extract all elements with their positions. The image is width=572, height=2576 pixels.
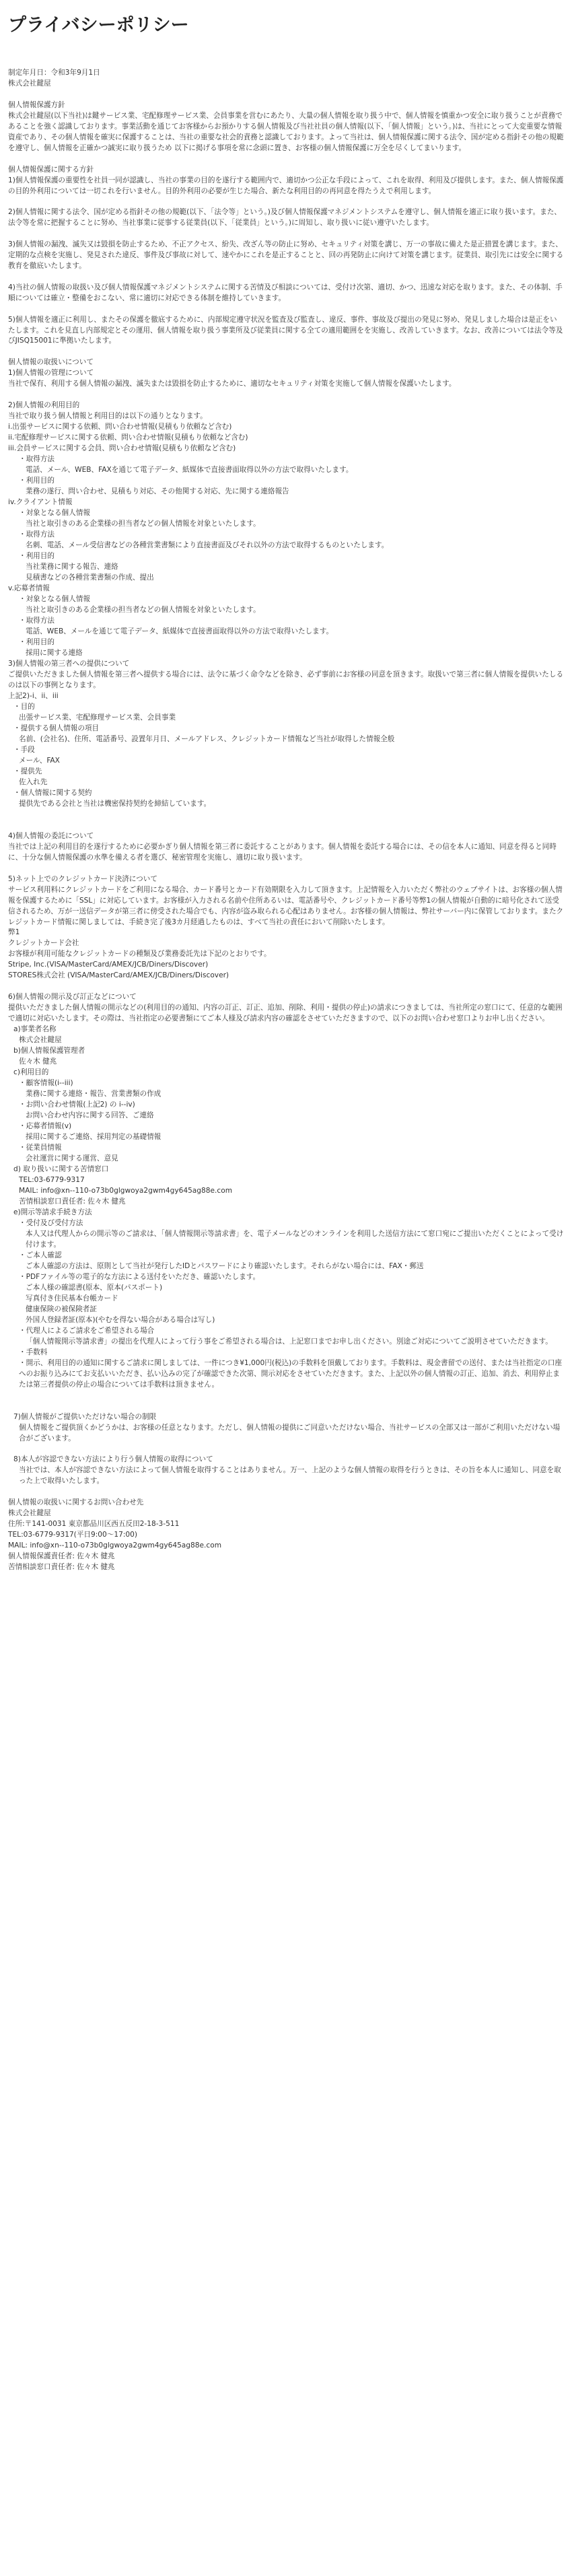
section-spacer	[8, 229, 564, 240]
section-text-line: 採用に関する連絡	[26, 649, 83, 658]
section-text-line: 業務の遂行、問い合わせ、見積もり対応、その他関する対応、先に関する連絡報告	[26, 487, 289, 496]
section-heading-line: 4)個人情報の委託について	[8, 832, 94, 841]
section-text-line: 上記2)-i、ii、iii	[8, 692, 59, 701]
section-text-line: ・代理人によるご請求をご希望される場合	[19, 1327, 155, 1335]
section-text-line: 株式会社鍵屋(以下当社)は鍵サービス業、宅配修理サービス業、会員事業を営むにあたり、大量の個人情報を取り扱う中で、個人情報を慎重かつ安全に取り扱うことが責務であることを強く認識しております。事業活動を通じてお客様からお預かりする個人情報及び当社社員の個人情報(以下、「個人情報」という。)は、当社にとって大変重要な情報資産であり、その個人情報を確実に保護することは、当社の重要な社会的責務と認識しております。よって当社は、個人情報保護に関する法令、国が定める指針その他の規範を遵守し、個人情報を正確かつ誠実に取り扱うため 以下に掲げる事項を常に念頭に置き、お客様の個人情報保護に万全を尽くしてまいります。	[8, 112, 564, 152]
section-text-line: 提供いただきました個人情報の開示などの(利用目的の通知、内容の訂正、訂正、追加、削除、利用・提供の停止)の請求につきましては、当社所定の窓口にて、任意的な範囲で適切に対応いたします。その際は、当社指定の必要書類にてご本人様及び請求内容の確認をさせていただきますので、以下のお問い合わせ窓口よりお申し出ください。	[8, 1004, 563, 1023]
section-heading-line: 6)個人情報の開示及び訂正などについて	[8, 993, 137, 1002]
section-text-line: 提供先である会社と当社は機密保持契約を締結しています。	[19, 800, 211, 808]
section-text-line: ・開示、利用目的の通知に関するご請求に関しましては、一件につき¥1,000円(税込)の手数料を頂戴しております。手数料は、現金書留での送付、または当社指定の口座へのお振り込みにてお支払いいただき、払い込みの完了が確認できた次第、開示対応をさせていただきます。また、上記以外の個人情報の訂正、追加、消去、利用停止または第三者提供の停止の場合については手数料は頂きません。	[19, 1359, 563, 1389]
section-text-line: ・提供する個人情報の項目	[13, 724, 100, 733]
section-heading-line: 4)当社の個人情報の取扱い及び個人情報保護マネジメントシステムに関する苦情及び相談については、受付け次第、適切、かつ、迅速な対応を取ります。また、その体制、手順については確立・整備をおこない、常に適切に対応できる体制を維持していきます。	[8, 283, 563, 302]
policy-section	[8, 283, 564, 304]
section-text-line: 佐々木 健兆	[19, 1057, 57, 1066]
policy-section	[8, 357, 564, 390]
section-text-line: 当社と取引きのある企業様の担当者などの個人情報を対象といたします。	[26, 606, 260, 615]
section-text-line: ・顧客情報(i--iii)	[19, 1079, 73, 1088]
section-text-line: iv.クライアント情報	[8, 498, 73, 507]
section-text-line: ご提供いただきました個人情報を第三者へ提供する場合には、法令に基づく命令などを除き、必ず事前にお客様の同意を頂きます。取扱いで第三者に個人情報を提供いたしるのは以下の事例となります。	[8, 670, 564, 690]
section-text-line: 会社運営に関する運営、意見	[26, 1154, 118, 1163]
section-text-line: 株式会社鍵屋	[8, 1509, 51, 1518]
section-text-line: d) 取り扱いに関する苦情窓口	[13, 1165, 109, 1174]
section-text-line: ・利用目的	[19, 477, 55, 485]
section-text-line: 当社で保有、利用する個人情報の漏洩、滅失または毀損を防止するために、適切なセキュリティ対策を実施して個人情報を保護いたします。	[8, 380, 456, 388]
section-spacer	[8, 90, 564, 100]
section-text-line: 弊1	[8, 928, 20, 937]
section-text-line: クレジットカード会社	[8, 939, 79, 948]
section-text-line: ・対象となる個人情報	[19, 509, 90, 518]
section-heading-line: 7)個人情報がご提供いただけない場合の制限	[13, 1412, 157, 1421]
section-spacer	[8, 1391, 564, 1412]
section-text-line: 1)個人情報の管理について	[8, 369, 94, 378]
section-text-line: 株式会社鍵屋	[19, 1036, 62, 1045]
section-heading-line: 個人情報保護方針	[8, 101, 65, 110]
page-title: プライバシーポリシー	[8, 15, 189, 36]
section-heading-line: 2)個人情報の利用目的	[8, 401, 80, 410]
section-text-line: e)開示等請求手続き方法	[13, 1208, 92, 1217]
section-text-line: 個人情報をご提供頂くかどうかは、お客様の任意となります。ただし、個人情報の提供にご同意いただけない場合、当社サービスの全部又は一部がご利用いただけない場合がございます。	[19, 1423, 561, 1442]
policy-section	[8, 992, 564, 1390]
section-spacer	[8, 390, 564, 401]
section-text-line: 当社と取引きのある企業様の担当者などの個人情報を対象といたします。	[26, 520, 260, 528]
section-text-line: 当社で取り扱う個人情報と利用目的は以下の通りとなります。	[8, 412, 207, 421]
policy-section	[8, 1412, 564, 1444]
section-text-line: お客様が利用可能なクレジットカードの種類及び業務委託先は下記のとおりです。	[8, 950, 271, 959]
section-heading-line: 個人情報の取扱いに関するお問い合わせ先	[8, 1498, 144, 1507]
section-text-line: ・対象となる個人情報	[19, 595, 90, 604]
section-text-line: ・取得方法	[19, 530, 55, 539]
section-text-line: 名前、(会社名)、住所、電話番号、設置年月日、メールアドレス、クレジットカード情報など当社が取得した情報全般	[19, 735, 395, 744]
section-text-line: 名刺、電話、メール受信書などの各種営業書類により直接書面及びそれ以外の方法で取得するものといたします。	[26, 541, 389, 550]
section-text-line: i.出張サービスに関する依頼、問い合わせ情報(見積もり依頼など含む)	[8, 423, 232, 431]
policy-section	[8, 874, 564, 982]
section-text-line: Stripe, Inc.(VISA/MasterCard/AMEX/JCB/Diners/Discover)	[8, 961, 209, 969]
section-text-line: a)事業者名称	[13, 1025, 57, 1034]
section-text-line: ・PDFファイル等の電子的な方法による送付をいただき、確認いたします。	[19, 1273, 260, 1282]
section-text-line: TEL:03-6779-9317(平日9:00〜17:00)	[8, 1531, 138, 1539]
policy-section	[8, 401, 564, 810]
section-heading-line: 5)個人情報を適正に利用し、またその保護を徹底するために、内部規定遵守状況を監査及び監査し、違反、事件、事故及び提出の発見に努め、発見しました場合は是正をいたします。これを見直し内部規定とその運用、個人情報を取り扱う事業所及び従業員に関する全ての適用範囲をを実施し、改善していきます。なお、改善については法令等及びJISQ15001に準拠いたします。	[8, 315, 563, 345]
section-text-line: 当社業務に関する報告、連絡	[26, 563, 118, 571]
section-text-line: MAIL: info@xn--110-o73b0glgwoya2gwm4gy645ag88e.com	[19, 1187, 233, 1195]
section-text-line: 佐入れ先	[19, 778, 48, 787]
section-heading-line: 2)個人情報に関する法令、国が定める指針その他の規範(以下、「法令等」という。)及び個人情報保護マネジメントシステムを遵守し、個人情報を適正に取り扱います。また、法令等を常に把握することに努め、当社事業に従事する従業員(以下、「従業員」という。)に周知し、取り扱いに従い遵守いたします。	[8, 208, 562, 228]
section-spacer	[8, 810, 564, 831]
section-text-line: 個人情報保護責任者: 佐々木 健兆	[8, 1552, 115, 1561]
section-spacer	[8, 304, 564, 315]
section-spacer	[8, 272, 564, 283]
section-text-line: 採用に関するご連絡、採用判定の基礎情報	[26, 1133, 162, 1142]
section-text-line: 電話、メール、WEB、FAXを通じて電子データ、紙媒体で直接書面取得以外の方法で取得いたします。	[26, 466, 353, 475]
section-heading-line: 5)ネット上でのクレジットカード決済について	[8, 874, 157, 883]
section-spacer	[8, 1487, 564, 1498]
section-text-line: ・受付及び受付方法	[19, 1219, 83, 1228]
section-text-line: 業務に関する連絡・報告、営業書類の作成	[26, 1090, 162, 1099]
section-text-line: ・取得方法	[19, 455, 55, 464]
section-text-line: ・手段	[13, 746, 35, 755]
section-text-line: 住所:〒141-0031 東京都品川区西五反田2-18-3-511	[8, 1520, 180, 1529]
section-text-line: ・ご本人確認	[19, 1251, 62, 1260]
section-text-line: ・応募者情報(v)	[19, 1122, 72, 1131]
section-spacer	[8, 154, 564, 165]
section-text-line: サービス利用料にクレジットカードをご利用になる場合、カード番号とカード有効期限を入力して頂きます。上記情報を入力いただく弊社のウェブサイトは、お客様の個人情報を保護するために「SSL」に対応しています。お客様が入力される名前や住所あるいは、電話番号や、クレジットカード番号等弊1の個人情報が自動的に暗号化されて送受信されるため、万が一送信データが第三者に傍受された場合でも、内容が盗み取られる心配はありません。お客様の個人情報は、弊社サーバー内に保管しております。またクレジットカード情報に関しましては、手続き完了後3カ月経過したものは、すべて当社の責任において削除いたします。	[8, 885, 564, 926]
section-text-line: b)個人情報保護管理者	[13, 1047, 85, 1055]
section-heading-line: 8)本人が容認できない方法により行う個人情報の取得について	[13, 1455, 213, 1464]
section-text-line: ・手数料	[19, 1348, 48, 1357]
section-text-line: メール、FAX	[19, 757, 60, 765]
section-text-line: STORES株式会社 (VISA/MasterCard/AMEX/JCB/Diners/Discover)	[8, 971, 229, 980]
section-text-line: 健康保険の被保険者証	[26, 1305, 97, 1314]
policy-section	[8, 100, 564, 154]
section-text-line: 見積書などの各種営業書類の作成、提出	[26, 573, 154, 582]
section-text-line: 電話、WEB、メールを通じて電子データ、紙媒体で直接書面取得以外の方法で取得いたします。	[26, 627, 334, 636]
section-text-line: 1)個人情報保護の重要性を社員一同が認識し、当社の事業の目的を遂行する範囲内で、適切かつ公正な手段によって、これを取得、利用及び提供します。また、個人情報保護の目的外利用については一切これを行いません。目的外利用の必要が生じた場合、新たな利用目的の再同意を得たうえで利用します。	[8, 176, 564, 195]
section-spacer	[8, 864, 564, 874]
section-text-line: c)利用目的	[13, 1068, 49, 1077]
section-heading-line: 個人情報保護に関する方針	[8, 165, 94, 174]
section-text-line: 外国人登録者証(原本)(やむを得ない場合がある場合は写し)	[26, 1316, 215, 1325]
section-text-line: お問い合わせ内容に関する回答、ご連絡	[26, 1111, 154, 1120]
section-heading-line: 個人情報の取扱いについて	[8, 358, 94, 367]
section-text-line: ・個人情報に関する契約	[13, 789, 92, 798]
section-text-line: iii.会員サービスに関する会員、問い合わせ情報(見積もり依頼など含む)	[8, 444, 236, 453]
section-text-line: 苦情相談窓口責任者: 佐々木 健兆	[8, 1563, 115, 1572]
section-text-line: ・従業員情報	[19, 1144, 62, 1152]
section-text-line: ii.宅配修理サービスに関する依頼、問い合わせ情報(見積もり依頼など含む)	[8, 433, 248, 442]
section-text-line: TEL:03-6779-9317	[19, 1176, 85, 1185]
policy-section	[8, 207, 564, 229]
policy-meta	[8, 68, 564, 90]
section-text-line: 出張サービス業、宅配修理サービス業、会員事業	[19, 713, 176, 722]
section-spacer	[8, 981, 564, 992]
policy-section	[8, 1455, 564, 1487]
section-text-line: 当社では、本人が容認できない方法によって個人情報を取得することはありません。万一、上記のような個人情報の取得を行うときは、その旨を本人に通知し、同意を取った上で取得いたします。	[19, 1466, 561, 1486]
section-text-line: 苦情相談窓口責任者: 佐々木 健兆	[19, 1197, 126, 1206]
section-text-line: ・お問い合わせ情報(上記2) の i--iv)	[19, 1101, 135, 1109]
section-heading-line: 3)個人情報の漏洩、滅失又は毀損を防止するため、不正アクセス、紛失、改ざん等の防止に努め、セキュリティ対策を講じ、万一の事故に備えた是正措置を講じます。また、定期的な点検を実施し、発見された違反、事件及び事故に対して、速やかにこれを是正することと、回の再発防止に向けて対策を講じます。従業員、取引先には安全に関する教育を徹底いたします。	[8, 240, 564, 270]
section-text-line: v.応募者情報	[8, 584, 50, 593]
policy-section	[8, 240, 564, 272]
section-text-line: ・提供先	[13, 767, 42, 776]
enacted-date: 制定年月日：令和3年9月1日	[8, 69, 100, 77]
section-text-line: 本人又は代理人からの開示等のご請求は、「個人情報開示等請求書」を、電子メールなどのオンラインを利用した送信方法にて窓口宛にご提出いただくことによって受け付けます。	[26, 1230, 564, 1249]
section-text-line: 3)個人情報の第三者への提供について	[8, 660, 130, 668]
policy-content	[8, 90, 564, 1573]
policy-section	[8, 315, 564, 347]
section-text-line: ご本人確認の方法は、原則として当社が発行したIDとパスワードにより確認いたします。それらがない場合には、FAX・郵送	[26, 1262, 424, 1271]
section-text-line: 当社では上記の利用目的を遂行するために必要かぎり個人情報を第三者に委託することがあります。個人情報を委託する場合には、その信を本人に通知、同意を得ると同時に、十分な個人情報保護の水準を備える者を選び、秘密管理を実施し、適切に取り扱います。	[8, 843, 557, 862]
section-text-line: ・目的	[13, 703, 35, 711]
section-spacer	[8, 197, 564, 207]
section-text-line: ・利用目的	[19, 552, 55, 561]
policy-section	[8, 831, 564, 864]
section-text-line: 写真付き住民基本台帳カード	[26, 1294, 118, 1303]
policy-section	[8, 1498, 564, 1573]
section-text-line: ・取得方法	[19, 617, 55, 625]
company-name: 株式会社鍵屋	[8, 79, 51, 88]
section-text-line: ご本人様の確認書(原本、原本(パスポート)	[26, 1284, 163, 1292]
section-text-line: MAIL: info@xn--110-o73b0glgwoya2gwm4gy645ag88e.com	[8, 1541, 222, 1550]
policy-section	[8, 165, 564, 197]
section-spacer	[8, 347, 564, 357]
section-text-line: ・利用目的	[19, 638, 55, 647]
section-spacer	[8, 1444, 564, 1455]
section-text-line: 「個人情報開示等請求書」の提出を代理人によって行う事をご希望される場合は、上記窓口までお申し出ください。別途ご対応についてご説明させていただきます。	[26, 1337, 552, 1346]
